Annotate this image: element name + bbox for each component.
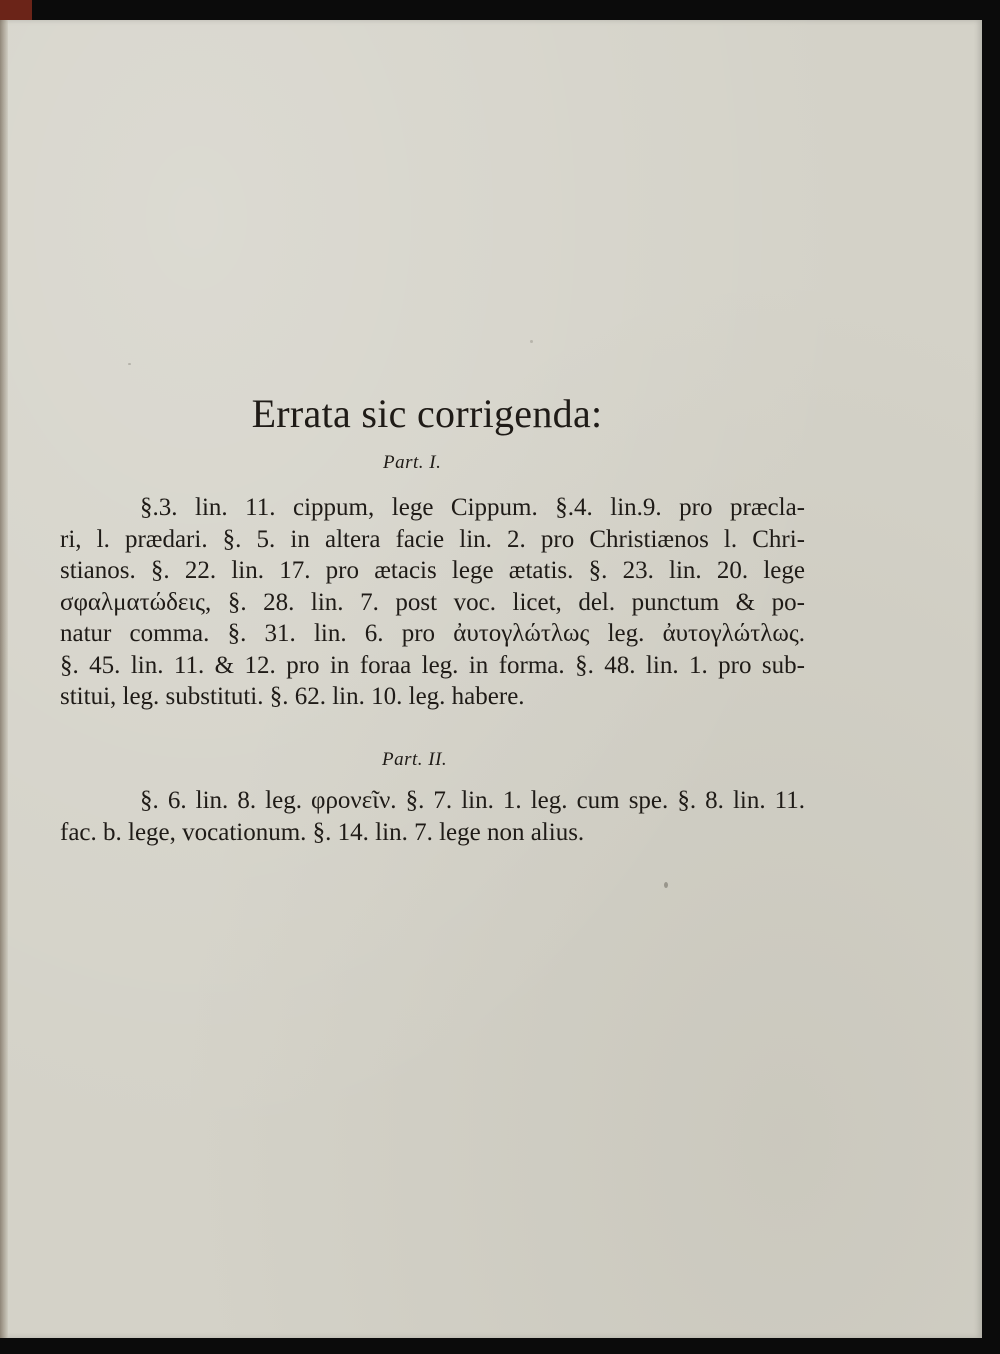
paper-fleck — [530, 340, 533, 343]
page-title: Errata sic corrigenda: — [251, 391, 603, 436]
paper-fleck — [664, 882, 668, 888]
scan-border-top — [0, 0, 1000, 20]
paper-fleck — [128, 363, 131, 365]
errata-paragraph-part-2 — [60, 785, 805, 848]
section-heading-part-1: Part. I. — [383, 452, 442, 473]
errata-line: §. 6. lin. 8. leg. φρονεῖν. §. 7. lin. 1. leg. cum spe. §. 8. lin. 11. — [140, 787, 805, 814]
errata-line: stianos. §. 22. lin. 17. pro ætacis lege ætatis. §. 23. lin. 20. lege — [60, 557, 805, 584]
errata-paragraph-part-1 — [60, 492, 805, 713]
errata-line: fac. b. lege, vocationum. §. 14. lin. 7. lege non alius. — [60, 818, 585, 846]
section-heading-part-2: Part. II. — [382, 749, 448, 770]
errata-line: ri, l. prædari. §. 5. in altera facie lin. 2. pro Christiænos l. Chri- — [60, 525, 805, 553]
errata-line: stitui, leg. substituti. §. 62. lin. 10. leg. habere. — [60, 683, 525, 710]
errata-line: natur comma. §. 31. lin. 6. pro ἀυτογλώτλως leg. ἀυτογλώτλως. — [60, 620, 805, 647]
binding-edge — [0, 20, 8, 1338]
errata-line: σφαλματώδεις, §. 28. lin. 7. post voc. licet, del. punctum & po- — [60, 588, 805, 616]
errata-line: §.3. lin. 11. cippum, lege Cippum. §.4. lin.9. pro præcla- — [140, 494, 805, 521]
errata-line: §. 45. lin. 11. & 12. pro in foraa leg. in forma. §. 48. lin. 1. pro sub- — [60, 651, 805, 679]
binding-corner — [0, 0, 32, 22]
